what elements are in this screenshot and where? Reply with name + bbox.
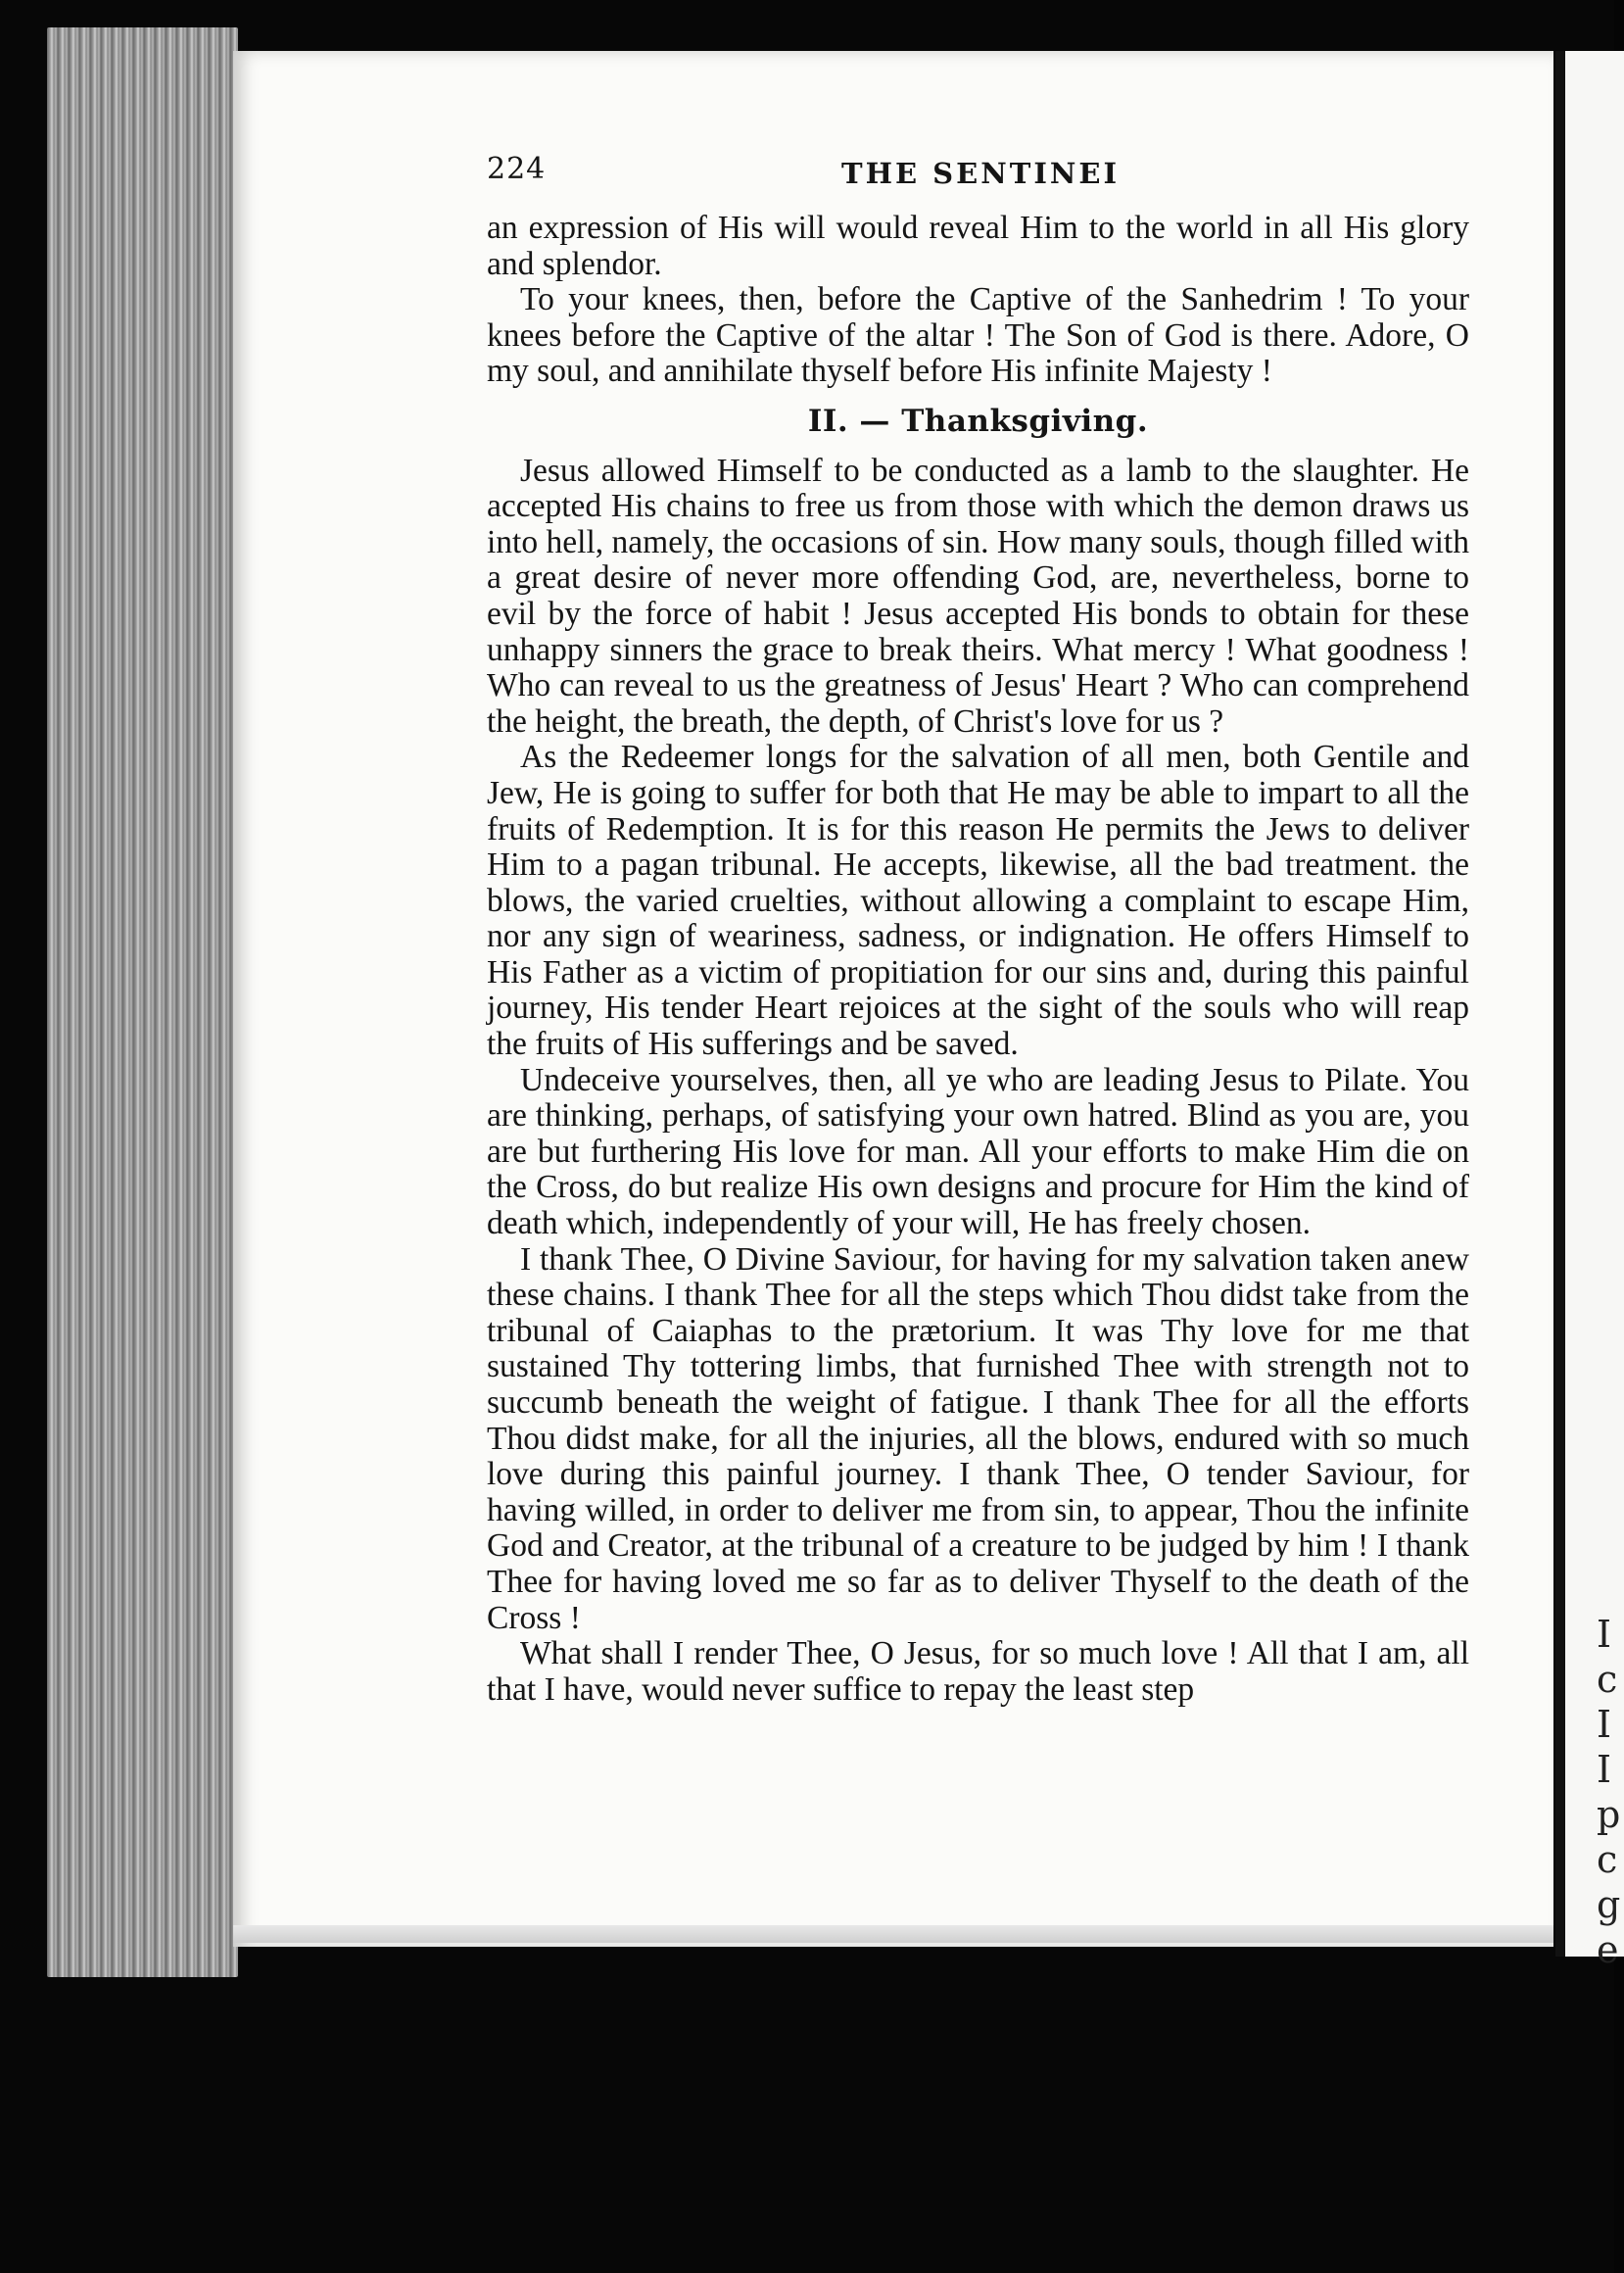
paragraph-continued: an expression of His will would reveal Him to the world in all His glory and splendor.: [487, 210, 1469, 282]
fragment-8: e: [1597, 1928, 1619, 1971]
paragraph-render: What shall I render Thee, O Jesus, for so much love ! All that I am, all that I have, would never suffice to repay the least step: [487, 1635, 1469, 1708]
running-head: [487, 152, 1469, 193]
fragment-1: I: [1597, 1613, 1612, 1656]
paragraph-redeemer: As the Redeemer longs for the salvation of all men, both Gentile and Jew, He is going to suffer for both that He may be able to impart to all the fruits of Redemption. It is for this reason He permits the Jews to deliver Him to a pagan tribunal. He accepts, likewise, all the bad treatment. the blows, the varied cruelties, without allowing a complaint to escape Him, nor any sign of weariness, sadness, or indignation. He offers Himself to His Father as a victim of propitiation for our sins and, during this painful journey, His tender Heart rejoices at the sight of the souls who will reap the fruits of His sufferings and be saved.: [487, 739, 1469, 1063]
fragment-7: g: [1597, 1883, 1621, 1926]
right-page-fragments: [1597, 1612, 1621, 1972]
paragraph-slaughter: Jesus allowed Himself to be conducted as a lamb to the slaughter. He accepted His chains to free us from those with which the demon draws us into hell, namely, the occasions of sin. How many souls, though filled with a great desire of never more offending God, are, nevertheless, borne to evil by the force of habit ! Jesus accepted His bonds to obtain for these unhappy sinners the grace to break theirs. What mercy ! What goodness ! Who can reveal to us the greatness of Jesus' Heart ? Who can comprehend the height, the breath, the depth, of Christ's love for us ?: [487, 452, 1469, 740]
fragment-6: c: [1597, 1838, 1618, 1881]
page-content: [487, 152, 1469, 1708]
fragment-3: I: [1597, 1703, 1612, 1746]
paragraph-adore: To your knees, then, before the Captive of the Sanhedrim ! To your knees before the Captive of the altar ! The Son of God is there. Adore, O my soul, and annihilate thyself before His infinite Majesty !: [487, 281, 1469, 390]
section-heading: II. — Thanksgiving.: [807, 403, 1149, 439]
fragment-4: I: [1597, 1748, 1612, 1791]
paragraph-undeceive: Undeceive yourselves, then, all ye who are leading Jesus to Pilate. You are thinking, perhaps, of satisfying your own hatred. Blind as you are, you are but furthering His love for man. All your efforts to make Him die on the Cross, do but realize His own designs and procure for Him the kind of death which, independently of your will, He has freely chosen.: [487, 1061, 1469, 1242]
page-bottom-edge: [233, 1925, 1553, 1943]
fragment-5: p: [1597, 1793, 1621, 1836]
page-number: 224: [487, 152, 547, 186]
fragment-2: c: [1597, 1658, 1618, 1701]
running-title: THE SENTINEI: [841, 157, 1121, 190]
paragraph-thanks: I thank Thee, O Divine Saviour, for having for my salvation taken anew these chains. I thank Thee for all the steps which Thou didst take from the tribunal of Caiaphas to the prætorium. It was Thy love for me that sustained Thy tottering limbs, that furnished Thee with strength not to succumb beneath the weight of fatigue. I thank Thee for all the efforts Thou didst make, for all the injuries, all the blows, endured with so much love during this painful journey. I thank Thee, O tender Saviour, for having willed, in order to deliver me from sin, to appear, Thou the infinite God and Creator, at the tribunal of a creature to be judged by him ! I thank Thee for having loved me so far as to deliver Thyself to the death of the Cross !: [487, 1240, 1469, 1636]
page-edges-stack: [47, 27, 238, 1977]
